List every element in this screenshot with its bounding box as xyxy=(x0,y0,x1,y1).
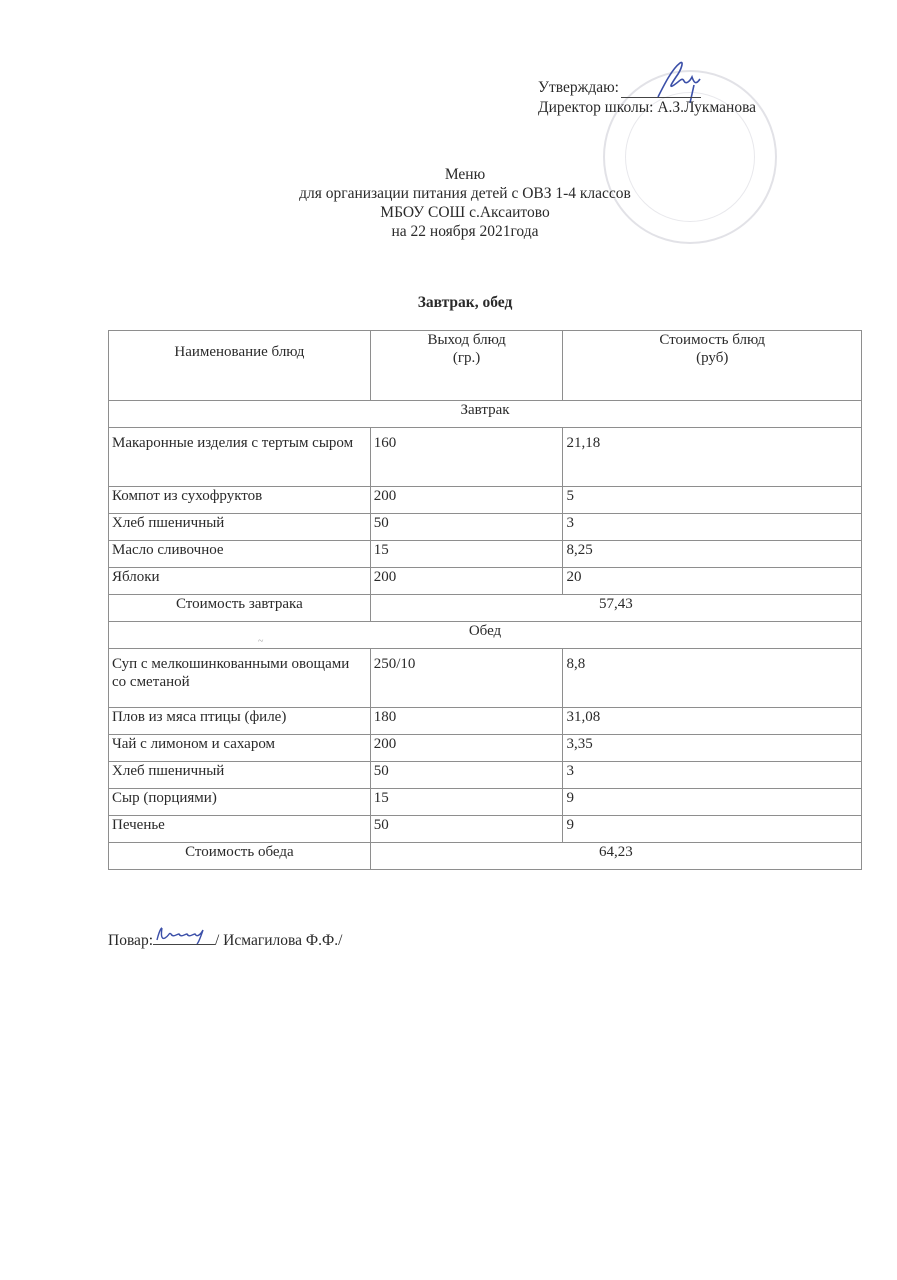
total-label: Стоимость завтрака xyxy=(109,595,371,622)
dish-name: Компот из сухофруктов xyxy=(109,487,371,514)
dish-weight: 200 xyxy=(370,735,563,762)
title-line-1: Меню xyxy=(444,166,486,183)
table-row xyxy=(109,487,862,514)
menu-table xyxy=(108,330,862,870)
dish-price: 3,35 xyxy=(563,735,862,762)
table-row xyxy=(109,649,862,708)
dish-weight: 15 xyxy=(370,789,563,816)
cook-signature-icon xyxy=(153,930,215,945)
dish-name: Хлеб пшеничный xyxy=(109,762,371,789)
table-row xyxy=(109,428,862,487)
dish-name: Печенье xyxy=(109,816,371,843)
dish-price: 3 xyxy=(563,762,862,789)
dish-weight: 200 xyxy=(370,568,563,595)
total-label: Стоимость обеда xyxy=(109,843,371,870)
dish-name: Макаронные изделия с тертым сыром xyxy=(109,428,371,487)
table-row xyxy=(109,735,862,762)
approve-label: Утверждаю: xyxy=(538,79,619,96)
table-row xyxy=(109,568,862,595)
cook-signature-line xyxy=(108,930,342,950)
dish-price: 8,25 xyxy=(563,541,862,568)
dish-price: 31,08 xyxy=(563,708,862,735)
header-price: Стоимость блюд (руб) xyxy=(563,331,862,401)
dish-weight: 160 xyxy=(370,428,563,487)
dish-name: Яблоки xyxy=(109,568,371,595)
dish-price: 9 xyxy=(563,816,862,843)
dish-weight: 50 xyxy=(370,514,563,541)
dish-name: Сыр (порциями) xyxy=(109,789,371,816)
dish-weight: 200 xyxy=(370,487,563,514)
dish-name: Масло сливочное xyxy=(109,541,371,568)
dish-name: Плов из мяса птицы (филе) xyxy=(109,708,371,735)
dish-price: 20 xyxy=(563,568,862,595)
scan-mark: ~ xyxy=(258,636,264,647)
dish-weight: 250/10 xyxy=(370,649,563,708)
table-row xyxy=(109,816,862,843)
approval-block xyxy=(538,78,756,117)
section-breakfast: Завтрак xyxy=(109,401,862,428)
dish-name: Чай с лимоном и сахаром xyxy=(109,735,371,762)
cook-label: Повар: xyxy=(108,932,153,949)
total-value: 57,43 xyxy=(370,595,861,622)
dish-price: 3 xyxy=(563,514,862,541)
table-row xyxy=(109,762,862,789)
title-line-3: МБОУ СОШ с.Аксаитово xyxy=(380,204,550,221)
dish-weight: 15 xyxy=(370,541,563,568)
document-title xyxy=(0,165,897,241)
table-row xyxy=(109,789,862,816)
total-value: 64,23 xyxy=(370,843,861,870)
approve-line xyxy=(538,78,756,98)
dish-price: 8,8 xyxy=(563,649,862,708)
dish-weight: 180 xyxy=(370,708,563,735)
cook-name: / Исмагилова Ф.Ф./ xyxy=(215,932,343,949)
meals-subtitle: Завтрак, обед xyxy=(417,294,513,311)
dish-name: Хлеб пшеничный xyxy=(109,514,371,541)
lunch-total-row xyxy=(109,843,862,870)
title-line-2: для организации питания детей с ОВЗ 1-4 классов xyxy=(299,185,631,202)
dish-name: Суп с мелкошинкованными овощами со сметаной xyxy=(109,649,371,708)
header-weight: Выход блюд (гр.) xyxy=(370,331,563,401)
breakfast-total-row xyxy=(109,595,862,622)
dish-weight: 50 xyxy=(370,816,563,843)
dish-weight: 50 xyxy=(370,762,563,789)
table-row xyxy=(109,514,862,541)
signature-line xyxy=(621,78,701,98)
dish-price: 21,18 xyxy=(563,428,862,487)
section-lunch: Обед xyxy=(109,622,862,649)
table-row xyxy=(109,708,862,735)
dish-price: 5 xyxy=(563,487,862,514)
table-header-row xyxy=(109,331,862,401)
header-dish-name: Наименование блюд xyxy=(109,331,371,401)
dish-price: 9 xyxy=(563,789,862,816)
table-row xyxy=(109,541,862,568)
director-line: Директор школы: А.З.Лукманова xyxy=(538,99,757,116)
title-line-4: на 22 ноября 2021года xyxy=(391,223,539,240)
